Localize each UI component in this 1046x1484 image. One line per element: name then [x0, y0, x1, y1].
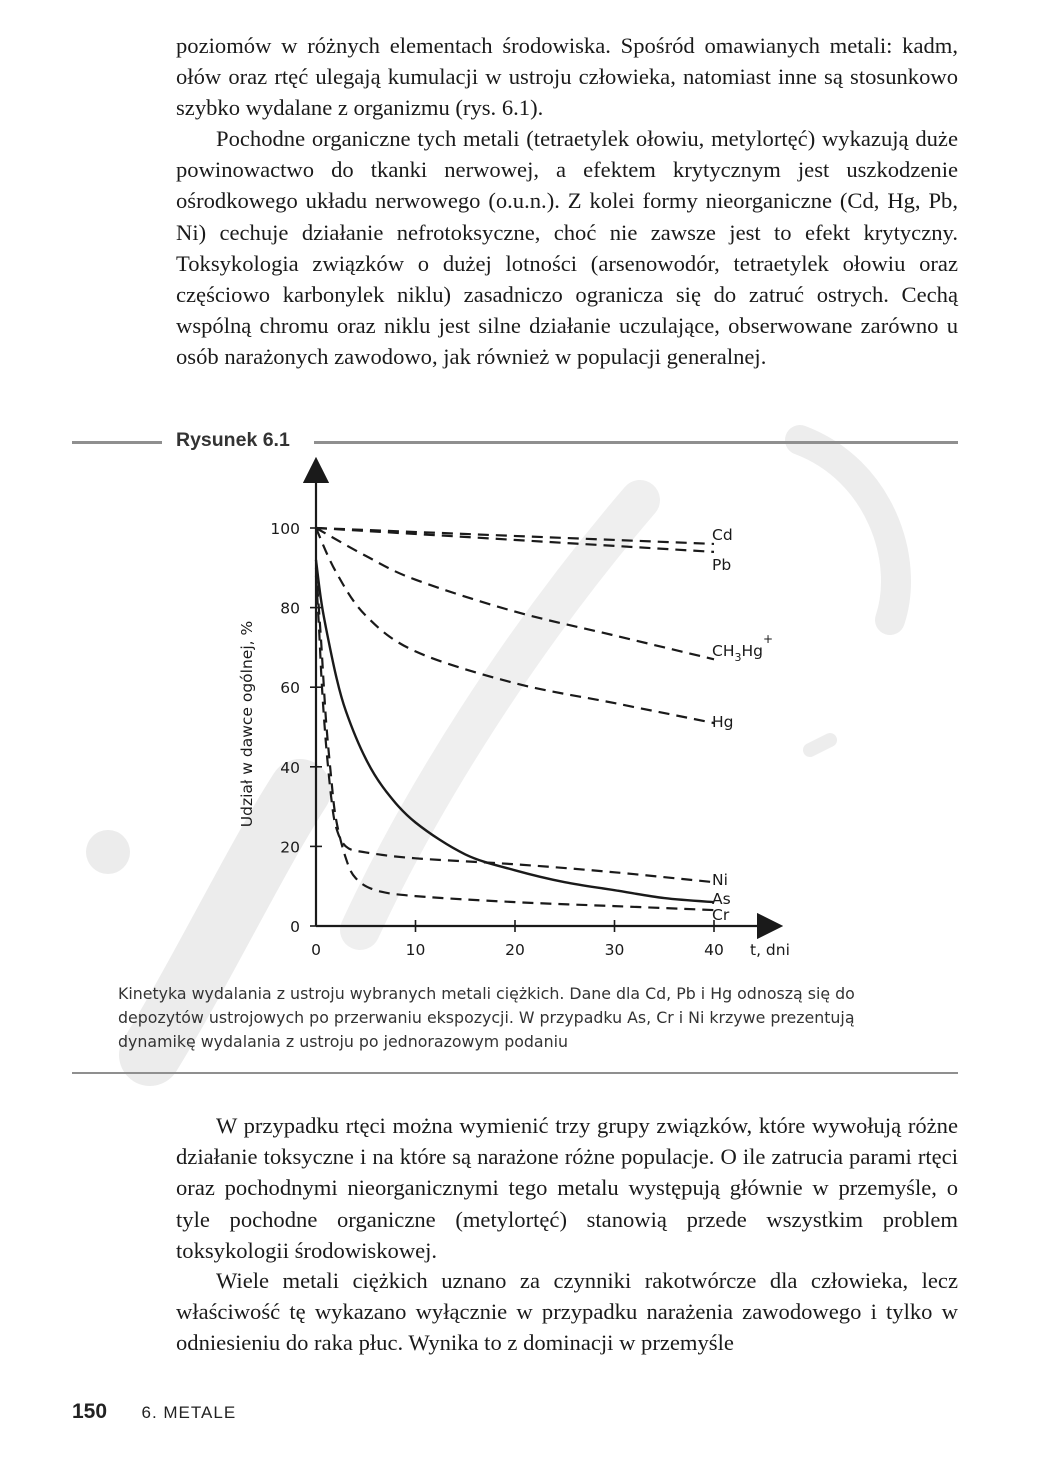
series-ch3hg-line [316, 528, 714, 659]
chart-series [316, 528, 714, 910]
y-tick-label: 100 [270, 520, 300, 538]
x-tick-label: 30 [604, 941, 625, 959]
series-hg-line [316, 528, 714, 723]
label-cd: Cd [712, 526, 733, 544]
x-axis-title: t, dni [750, 941, 790, 959]
series-cd-line [316, 528, 714, 544]
figure-bottom-rule [72, 1072, 958, 1074]
y-tick-label: 60 [280, 679, 300, 698]
series-cr-line [316, 568, 714, 910]
chart-axes [238, 470, 790, 959]
chart-labels [712, 526, 773, 924]
label-ch3hg: $CH_3Hg^+$ [712, 632, 774, 664]
page-footer [72, 1400, 236, 1424]
label-pb: Pb [712, 556, 732, 574]
label-hg: Hg [712, 713, 734, 731]
x-tick-label: 40 [704, 941, 724, 959]
label-ni: Ni [712, 871, 728, 889]
series-pb-line [316, 528, 714, 552]
x-tick-label: 0 [311, 941, 321, 959]
paragraph-carcinogens: Wiele metali ciężkich uznano za czynniki rakotwórcze dla człowieka, lecz właściwość tę wykazano wyłącznie w przypadku narażenia zawodowego i tylko w odniesieniu do raka płuc. Wynika to z dominacji w przemyśle [176, 1268, 958, 1356]
y-tick-label: 40 [280, 758, 300, 777]
y-axis-title: Udział w dawce ogólnej, % [238, 620, 256, 828]
x-tick-label: 10 [405, 941, 426, 959]
chapter-title: 6. METALE [141, 1403, 237, 1422]
label-as: As [712, 890, 731, 908]
paragraph-mercury: W przypadku rtęci można wymienić trzy grupy związków, które wywołują różne działanie toksyczne i na które są narażone różne populacje. O ile zatrucia parami rtęci oraz pochodnymi nieorganicznymi tego metalu występują głównie w przemyśle, o tyle pochodne organiczne (metylortęć) stanowią przede wszystkim problem toksykologii środowiskowej. [176, 1113, 958, 1263]
series-ni-line [316, 576, 714, 882]
paragraph-intro: poziomów w różnych elementach środowiska. Spośród omawianych metali: kadm, ołów oraz rtęć ulegają kumulacji w ustroju człowieka, natomiast inne są stosunkowo szybko wydalane z organizmu (rys. 6.1). [176, 33, 958, 121]
paragraph-organic-derivatives: Pochodne organiczne tych metali (tetraetylek ołowiu, metylortęć) wykazują duże powinowactwo do tkanki nerwowej, a efektem krytycznym jest uszkodzenie ośrodkowego układu nerwowego (o.u.n.). Z kolei formy nieorganiczne (Cd, Hg, Pb, Ni) cechuje działanie nefrotoksyczne, choć nie zawsze jest to efekt krytyczny. Toksykologia związków o dużej lotności (arsenowodór, tetraetylek ołowiu oraz częściowo karbonylek niklu) zasadniczo ogranicza się do zatruć ostrych. Cechą wspólną chromu oraz niklu jest silne działanie uczulające, obserwowane zarówno u osób narażonych zawodowo, jak również w populacji generalnej. [176, 126, 958, 370]
y-tick-label: 80 [280, 599, 300, 618]
page-number: 150 [72, 1400, 108, 1423]
y-tick-label: 0 [290, 918, 300, 936]
figure-label: Rysunek 6.1 [176, 429, 290, 451]
label-cr: Cr [712, 906, 730, 924]
y-tick-label: 20 [280, 838, 300, 857]
figure-caption: Kinetyka wydalania z ustroju wybranych metali ciężkich. Dane dla Cd, Pb i Hg odnoszą się do depozytów ustrojowych po przerwaniu ekspozycji. W przypadku As, Cr i Ni krzywe prezentują dynamikę wydalania z ustroju po jednorazowym podaniu [118, 984, 855, 1051]
x-tick-label: 20 [505, 941, 525, 959]
